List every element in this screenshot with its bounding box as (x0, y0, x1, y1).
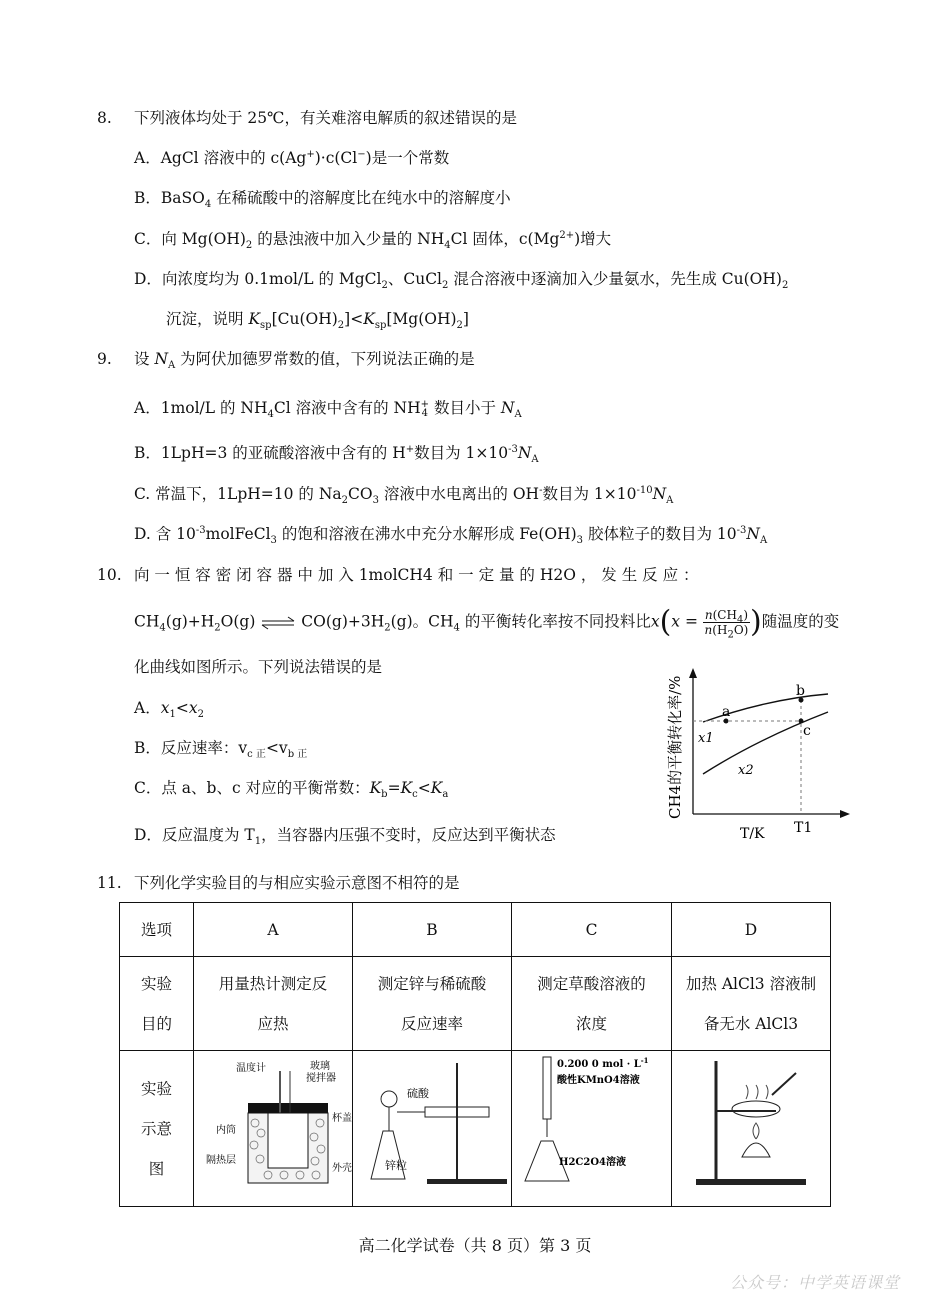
q10-stem-line2: $CH_4(g)+H_2O(g)$ $CO(g)+3H_2(g)$。$CH_4$ 的平衡转化率按不同投料比x(x = $\frac{n(CH_4)}{n(H_2O)}$ )随温度的变 (134, 604, 840, 641)
q10-option-a: A．$x_1<x_2$ (134, 699, 204, 721)
q10-number: 10. (97, 566, 122, 584)
graph-x-label: T/K (740, 826, 765, 842)
table-purpose-row: 实验 目的 用量热计测定反 应热 测定锌与稀硫酸 反应速率 测定草酸溶液的 浓度 加热 AlCl3 溶液制 备无水 AlCl3 (120, 957, 831, 1051)
svg-text:酸性KMnO4溶液: 酸性KMnO4溶液 (556, 1075, 640, 1086)
q9-option-d: D. 含 $10^{-3}molFeCl_3$ 的饱和溶液在沸水中充分水解形成 $Fe(OH)_3$ 胶体粒子的数目为 $10^{-3}N_A$ (134, 524, 768, 547)
q8-stem: 下列液体均处于 25℃，有关难溶电解质的叙述错误的是 (134, 109, 517, 127)
label-t1: T1 (794, 820, 813, 836)
table-header-row: 选项 A B C D (120, 903, 831, 957)
graph-y-axis (689, 668, 697, 814)
svg-text:H2C2O4溶液: H2C2O4溶液 (558, 1157, 626, 1168)
q11-number: 11. (97, 874, 122, 892)
svg-text:玻璃: 玻璃 (310, 1061, 330, 1072)
q8-option-d: D．向浓度均为 0.1mol/L 的 MgCl$_2$、CuCl$_2$ 混合溶液中逐滴加入少量氨水，先生成 $Cu(OH)_2$ (134, 270, 789, 292)
q8-option-d-cont: 沉淀，说明 $K_{sp}[Cu(OH)_2]<K_{sp}[Mg(OH)_2]$ (166, 310, 469, 332)
ratio-fraction: $\frac{n(CH_4)}{n(H_2O)}$ (704, 608, 749, 641)
svg-text:0.200 0 mol · L-1: 0.200 0 mol · $L^{-1}$ (556, 1056, 649, 1070)
label-x1: x1 (698, 731, 714, 746)
table-diagram-row: 实验 示意 图 温度计 玻璃 搅拌器 内筒 杯盖 隔热层 外壳 硫酸 锌粒 0.200 0 mol · $L^{-1}$ 酸性KMnO4溶液 H2C2O4溶液 (120, 1051, 831, 1207)
zinc-acid-diagram (357, 1051, 507, 1191)
watermark: 公众号：中学英语课堂 (729, 1273, 900, 1292)
graph-y-label: CH4的平衡转化率/% (666, 675, 684, 819)
q10-stem-line3: 化曲线如图所示。下列说法错误的是 (134, 658, 383, 676)
titration-diagram (517, 1051, 667, 1191)
svg-text:杯盖: 杯盖 (332, 1113, 352, 1124)
q9-option-b: B．1LpH=3 的亚硫酸溶液中含有的 H+数目为 $1\times 10^{-3}N_A$ (134, 443, 539, 466)
label-a: a (722, 704, 731, 720)
svg-text:隔热层: 隔热层 (206, 1155, 236, 1166)
equilibrium-arrow-icon (260, 616, 296, 630)
label-x2: x2 (738, 763, 754, 778)
svg-text:外壳: 外壳 (332, 1163, 352, 1174)
graph-x-axis (693, 810, 850, 818)
q9-option-c: C. 常温下，1LpH=10 的 $Na_2CO_3$ 溶液中水电离出的 OH-数目为 $1\times 10^{-10}N_A$ (134, 484, 674, 507)
calorimeter-diagram (198, 1051, 352, 1191)
label-b: b (796, 683, 805, 699)
q9-number: 9. (97, 350, 112, 368)
svg-text:搅拌器: 搅拌器 (306, 1073, 336, 1084)
q8-option-a: A．AgCl 溶液中的 c(Ag+)·c(Cl−)是一个常数 (134, 148, 450, 167)
svg-text:锌粒: 锌粒 (385, 1159, 407, 1172)
q8-option-b: B．BaSO$_4$ 在稀硫酸中的溶解度比在纯水中的溶解度小 (134, 189, 511, 211)
svg-text:内筒: 内筒 (216, 1125, 236, 1136)
svg-text:温度计: 温度计 (236, 1063, 266, 1074)
q10-option-c: C．点 a、b、c 对应的平衡常数：$K_b=K_c<K_a$ (134, 779, 449, 801)
experiment-table (119, 902, 831, 1207)
q10-option-d: D．反应温度为 $T_1$，当容器内压强不变时，反应达到平衡状态 (134, 826, 556, 848)
q8-option-c: C．向 $Mg(OH)_2$ 的悬浊液中加入少量的 $NH_4Cl$ 固体，$c(Mg^{2+})$增大 (134, 229, 612, 252)
q8-number: 8. (97, 109, 112, 127)
heating-diagram (676, 1051, 826, 1191)
q9-option-a: A．1mol/L 的 $NH_4Cl$ 溶液中含有的 NH+ 4 数目小于 $N_A$ (134, 399, 522, 421)
conversion-graph (658, 664, 858, 844)
svg-text:硫酸: 硫酸 (407, 1087, 429, 1100)
label-c: c (803, 723, 811, 739)
page-footer: 高二化学试卷（共 8 页）第 3 页 (358, 1236, 592, 1255)
q10-option-b: B．反应速率：$v_{c 正}<v_{b 正}$ (134, 739, 308, 761)
